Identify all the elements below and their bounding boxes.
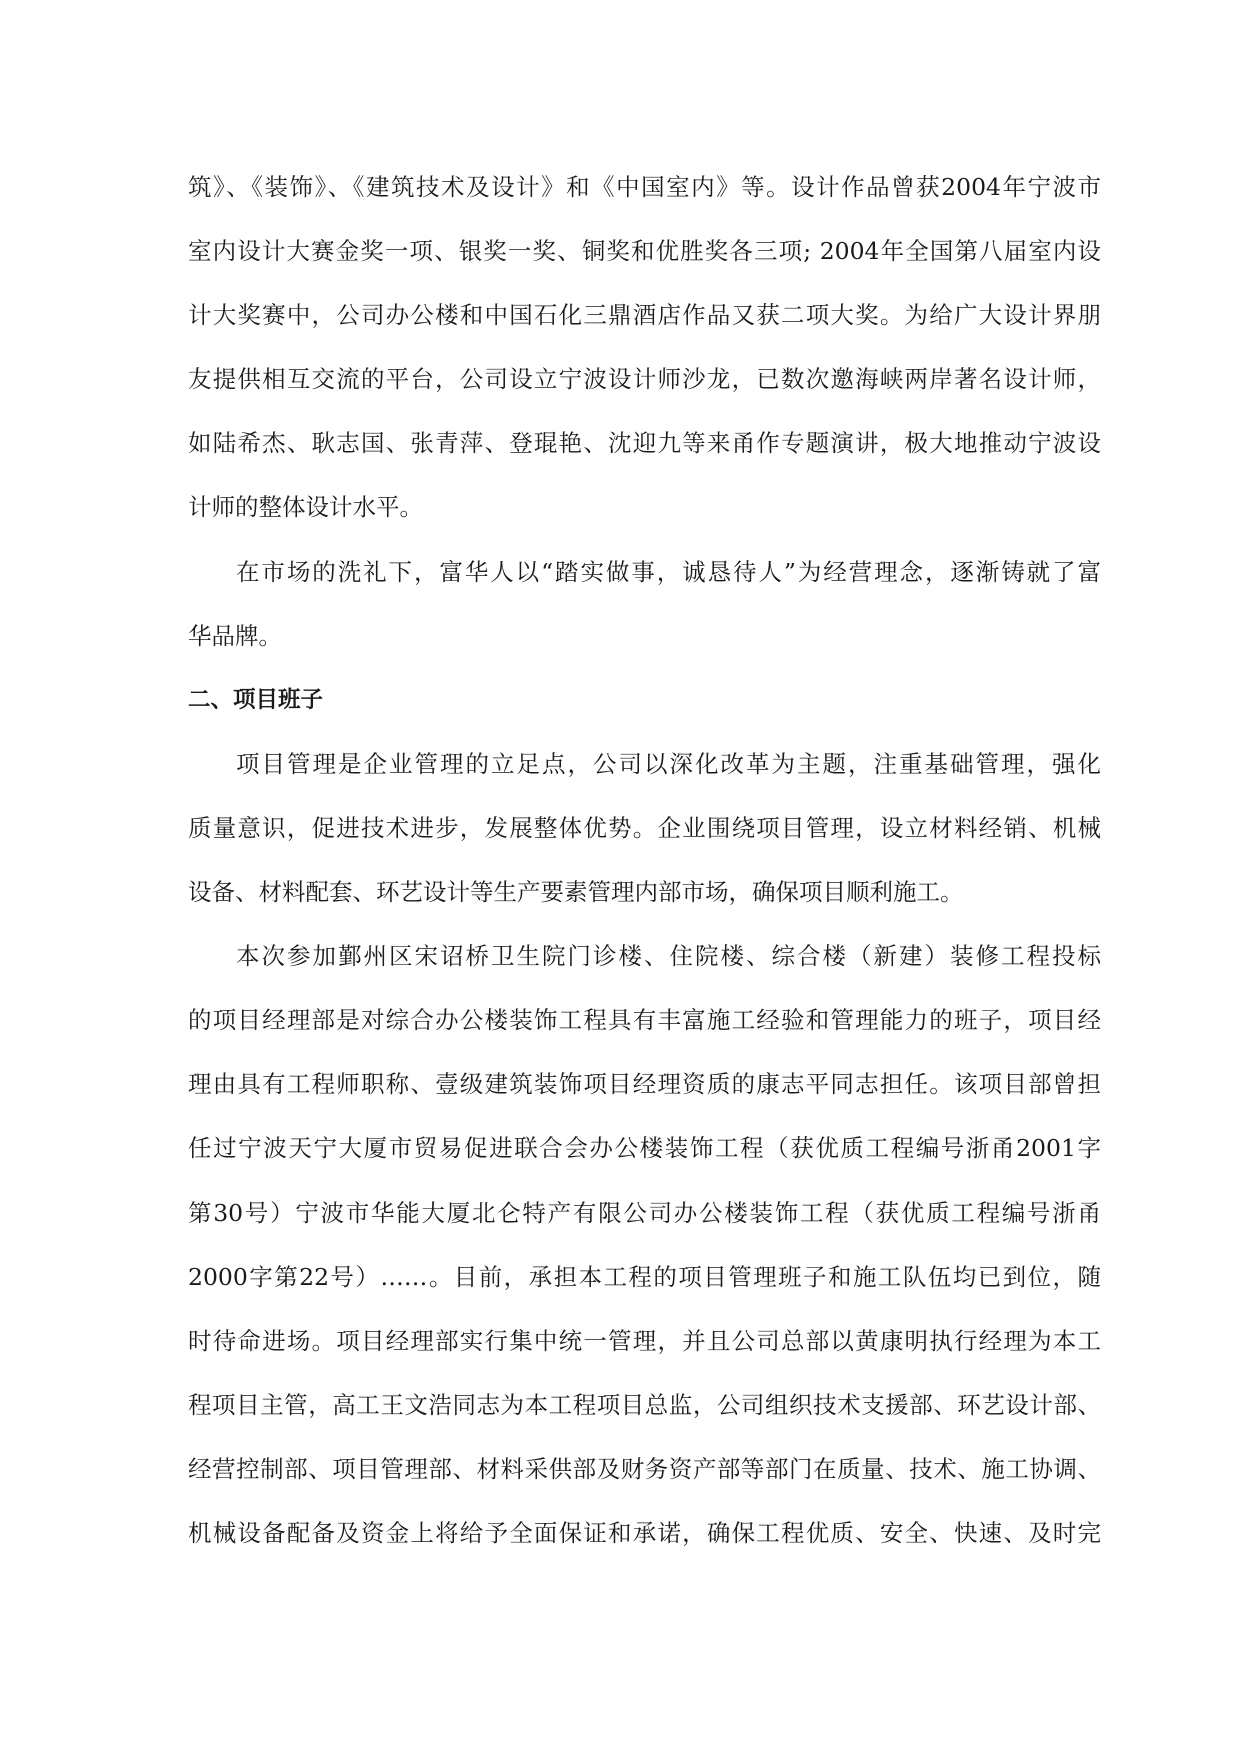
text-line: 时待命进场。项目经理部实行集中统一管理，并且公司总部以黄康明执行经理为本工 — [188, 1326, 1101, 1355]
section-heading: 二、项目班子 — [188, 686, 324, 713]
text-line: 筑》、《装饰》、《建筑技术及设计》和《中国室内》等。设计作品曾获2004年宁波市 — [188, 173, 1101, 201]
text-line: 如陆希杰、耿志国、张青萍、登琨艳、沈迎九等来甬作专题演讲，极大地推动宁波设 — [188, 429, 1101, 458]
text-line: 任过宁波天宁大厦市贸易促进联合会办公楼装饰工程（获优质工程编号浙甬2001字 — [188, 1134, 1101, 1163]
text-line: 质量意识，促进技术进步，发展整体优势。企业围绕项目管理，设立材料经销、机械 — [188, 813, 1101, 842]
text-line: 友提供相互交流的平台，公司设立宁波设计师沙龙，已数次邀海峡两岸著名设计师， — [188, 365, 1101, 394]
paragraph-first-line: 本次参加鄞州区宋诏桥卫生院门诊楼、住院楼、综合楼（新建）装修工程投标 — [236, 942, 1101, 971]
text-line: 计师的整体设计水平。 — [188, 493, 423, 522]
text-line: 第30号）宁波市华能大厦北仑特产有限公司办公楼装饰工程（获优质工程编号浙甬 — [188, 1198, 1101, 1227]
text-line: 室内设计大赛金奖一项、银奖一奖、铜奖和优胜奖各三项; 2004年全国第八届室内设 — [188, 237, 1101, 266]
text-line: 机械设备配备及资金上将给予全面保证和承诺，确保工程优质、安全、快速、及时完 — [188, 1518, 1101, 1547]
text-line: 设备、材料配套、环艺设计等生产要素管理内部市场，确保项目顺利施工。 — [188, 878, 964, 907]
text-line: 华品牌。 — [188, 621, 282, 650]
text-line: 理由具有工程师职称、壹级建筑装饰项目经理资质的康志平同志担任。该项目部曾担 — [188, 1070, 1101, 1099]
text-line: 计大奖赛中，公司办公楼和中国石化三鼎酒店作品又获二项大奖。为给广大设计界朋 — [188, 301, 1101, 330]
text-line: 2000字第22号）……。目前，承担本工程的项目管理班子和施工队伍均已到位，随 — [188, 1262, 1101, 1291]
text-line: 经营控制部、项目管理部、材料采供部及财务资产部等部门在质量、技术、施工协调、 — [188, 1454, 1101, 1483]
text-line: 的项目经理部是对综合办公楼装饰工程具有丰富施工经验和管理能力的班子，项目经 — [188, 1006, 1101, 1035]
paragraph-first-line: 在市场的洗礼下，富华人以“踏实做事，诚恳待人”为经营理念，逐渐铸就了富 — [236, 557, 1101, 586]
text-line: 程项目主管，高工王文浩同志为本工程项目总监，公司组织技术支援部、环艺设计部、 — [188, 1390, 1101, 1419]
paragraph-first-line: 项目管理是企业管理的立足点，公司以深化改革为主题，注重基础管理，强化 — [236, 749, 1101, 778]
